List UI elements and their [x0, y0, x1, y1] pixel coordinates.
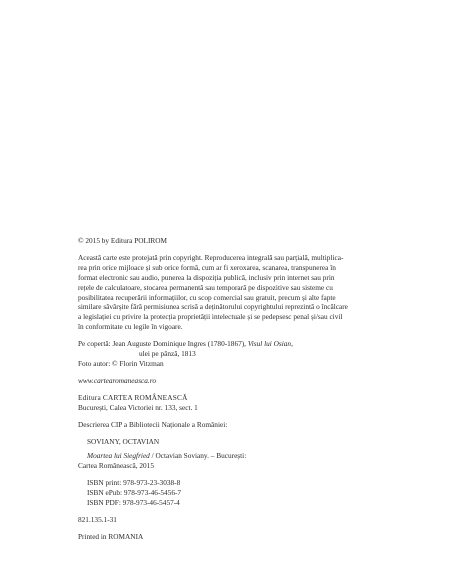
legal-line: rețele de calculatoare, stocarea permanentă sau temporară pe dispozitive sau sisteme cu — [78, 282, 333, 292]
cover-credit-medium: ulei pe pânză, 1813 — [139, 349, 196, 359]
cip-heading: Descrierea CIP a Bibliotecii Naționale a României: — [78, 419, 228, 429]
author-photo-credit: Foto autor: © Florin Vitzman — [78, 358, 164, 368]
cip-book-title: Moartea lui Siegfried — [87, 451, 150, 461]
cover-credit-prefix: Pe copertă: Jean Auguste Dominique Ingres (1780-1867), — [78, 339, 248, 349]
cip-publisher: Cartea Românească, 2015 — [78, 461, 154, 471]
website-link[interactable]: www.cartearomaneasca.ro — [78, 375, 156, 385]
legal-line: posibilitatea recuperării informațiilor, cu scop comercial sau gratuit, precum și alte fapte — [78, 292, 336, 302]
legal-line: similare săvârșite fără permisiunea scrisă a deținătorului copyrightului reprezintă o încălcare — [78, 302, 348, 312]
isbn-pdf: ISBN PDF: 978-973-46-5457-4 — [87, 498, 180, 508]
legal-line: Această carte este protejată prin copyright. Reproducerea integrală sau parțială, multiplica- — [78, 252, 344, 262]
cover-credit — [78, 339, 378, 349]
copyright-line: © 2015 by Editura POLIROM — [78, 236, 168, 245]
legal-line: format electronic sau audio, punerea la dispoziția publică, inclusiv prin internet sau prin — [78, 272, 335, 282]
legal-line: în conformitate cu legile în vigoare. — [78, 322, 183, 332]
classification-code: 821.135.1-31 — [78, 514, 117, 524]
printed-in: Printed in ROMANIA — [78, 531, 144, 541]
legal-line: rea prin orice mijloace și sub orice formă, cum ar fi xeroxarea, scanarea, transpunerea în — [78, 262, 336, 272]
cover-painting-title: Visul lui Osian — [247, 339, 292, 349]
isbn-print: ISBN print: 978-973-23-3038-8 — [87, 478, 181, 488]
cip-title-line — [78, 451, 378, 461]
cip-title-rest: / Octavian Soviany. – București: — [149, 451, 247, 461]
publisher-name: Editura CARTEA ROMÂNEASCĂ — [78, 392, 188, 402]
cip-author: SOVIANY, OCTAVIAN — [87, 436, 160, 446]
isbn-epub: ISBN ePub: 978-973-46-5456-7 — [87, 488, 182, 498]
cover-credit-suffix: , — [291, 339, 293, 349]
legal-notice — [78, 253, 378, 332]
copyright-block — [78, 236, 378, 542]
publisher-address: București, Calea Victoriei nr. 133, sect. 1 — [78, 402, 198, 412]
legal-line: a legislației cu privire la protecția proprietății intelectuale și se pedepsesc penal și/sau civil — [78, 312, 343, 322]
